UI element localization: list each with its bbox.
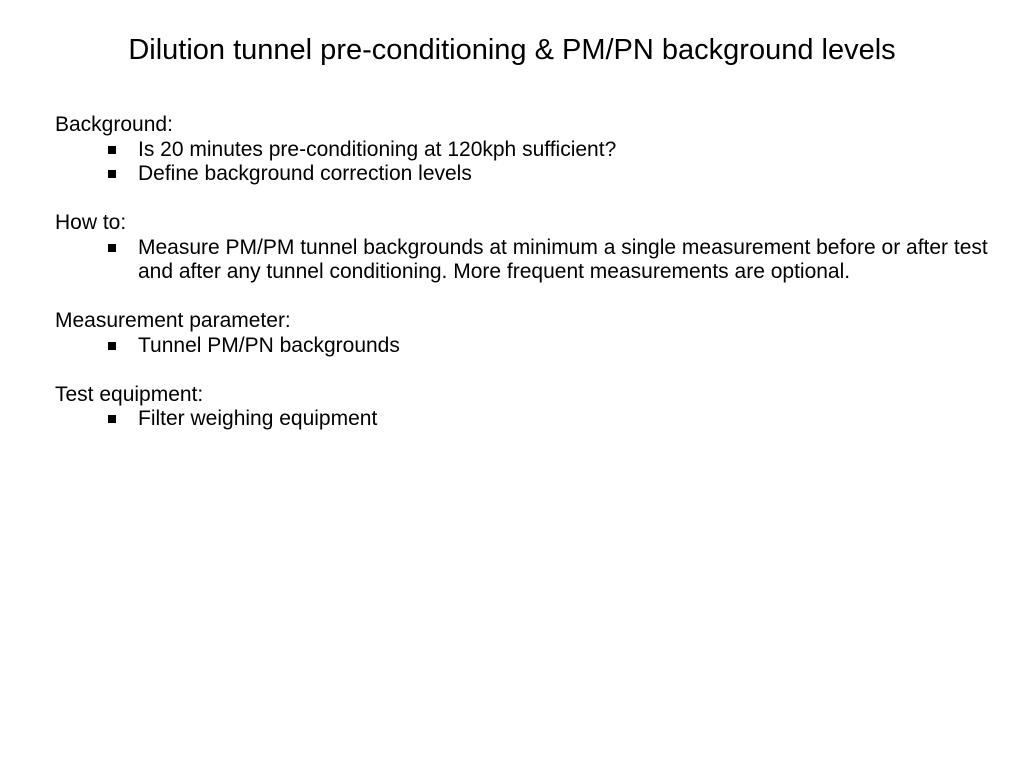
section-measurement-parameter (55, 309, 995, 358)
bullet-text: Tunnel PM/PN backgrounds (138, 333, 400, 357)
bullet-item (55, 334, 995, 359)
square-bullet-icon (108, 170, 116, 178)
section-test-equipment (55, 383, 995, 432)
bullet-item (55, 407, 995, 432)
square-bullet-icon (108, 415, 116, 423)
square-bullet-icon (108, 342, 116, 350)
section-heading: Background: (55, 113, 173, 136)
bullet-list (55, 334, 995, 359)
bullet-item (55, 162, 995, 187)
bullet-item (55, 138, 995, 163)
bullet-text: Measure PM/PM tunnel backgrounds at minimum a single measurement before or after test and after any tunnel conditioning. More frequent measurements are optional. (138, 235, 988, 283)
section-background (55, 113, 995, 187)
slide-title: Dilution tunnel pre-conditioning & PM/PN background levels (128, 34, 896, 66)
bullet-text: Define background correction levels (138, 162, 472, 185)
bullet-text: Is 20 minutes pre-conditioning at 120kph sufficient? (138, 137, 617, 161)
square-bullet-icon (108, 244, 116, 252)
section-heading: Test equipment: (55, 382, 204, 406)
slide-body (55, 113, 995, 456)
section-heading: How to: (55, 211, 127, 234)
section-how-to (55, 211, 995, 285)
bullet-list (55, 407, 995, 432)
bullet-list (55, 236, 995, 285)
bullet-text: Filter weighing equipment (138, 407, 378, 430)
square-bullet-icon (108, 146, 116, 154)
bullet-item (55, 236, 995, 285)
section-heading: Measurement parameter: (55, 309, 291, 332)
bullet-list (55, 138, 995, 187)
